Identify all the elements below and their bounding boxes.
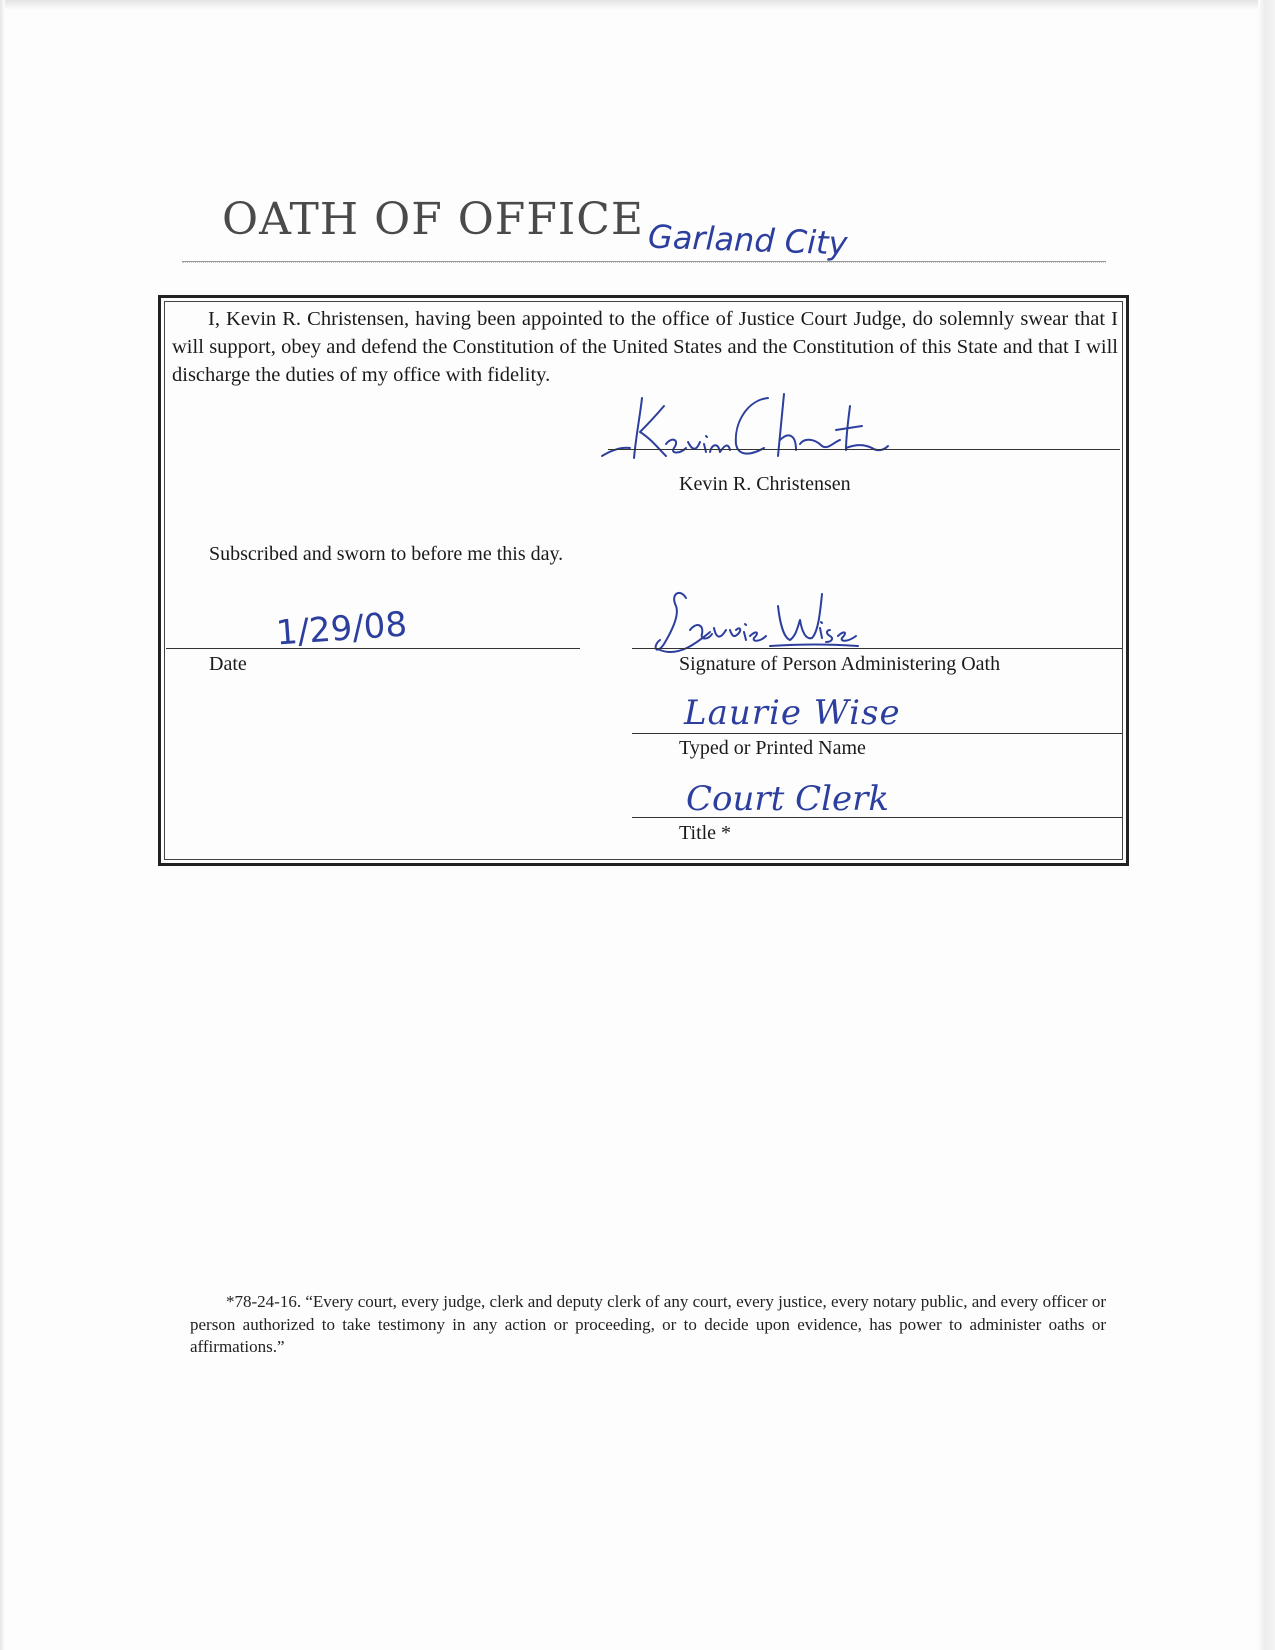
handwritten-printed-name: Laurie Wise xyxy=(684,693,901,733)
administrator-signature-line xyxy=(632,648,1122,649)
handwritten-city-name: Garland City xyxy=(647,217,849,263)
date-line xyxy=(166,648,580,649)
scan-edge-left xyxy=(0,0,5,1650)
scan-edge-top xyxy=(0,0,1275,10)
title-line xyxy=(632,817,1122,818)
title-rule xyxy=(182,261,1106,263)
date-label: Date xyxy=(209,653,247,675)
scan-edge-right xyxy=(1258,0,1275,1650)
document-title: OATH OF OFFICE xyxy=(222,194,645,245)
handwritten-title: Court Clerk xyxy=(686,779,889,819)
printed-name-label: Typed or Printed Name xyxy=(679,737,866,759)
administrator-signature-label: Signature of Person Administering Oath xyxy=(679,653,1001,675)
subscribed-statement: Subscribed and sworn to before me this day. xyxy=(209,543,564,565)
oath-text: I, Kevin R. Christensen, having been appointed to the office of Justice Court Judge, do solemnly swear that I will support, obey and defend the Constitution of the United States and the Constitution of this State and that I will discharge the duties of my office with fidelity. xyxy=(172,308,1118,386)
title-label: Title * xyxy=(679,822,732,844)
oath-taker-signature-line xyxy=(608,449,1120,450)
oath-taker-name: Kevin R. Christensen xyxy=(679,473,851,495)
printed-name-line xyxy=(632,733,1122,734)
handwritten-date: 1/29/08 xyxy=(274,604,409,654)
statute-footnote: *78-24-16. “Every court, every judge, clerk and deputy clerk of any court, every justice, every notary public, and every officer or person authorized to take testimony in any action or proceeding, or to decide upon evidence, has power to administer oaths or affirmations.” xyxy=(190,1292,1106,1356)
oath-taker-signature xyxy=(600,392,890,472)
